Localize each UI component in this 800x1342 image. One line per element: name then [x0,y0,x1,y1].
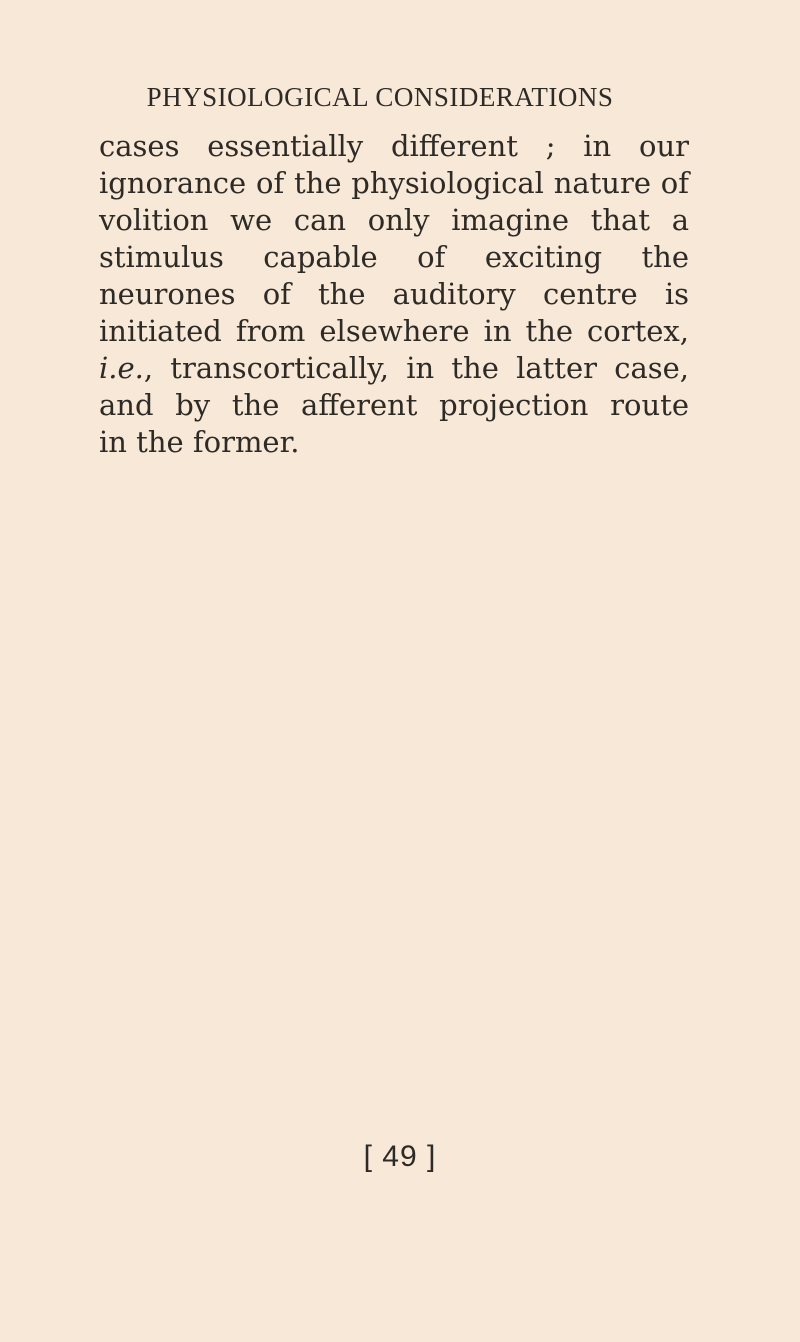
text-line: ignorance of the physiological nature of [99,166,689,200]
text-line: stimulus capable of exciting the [99,240,689,274]
italic-abbreviation: i.e. [99,351,144,385]
text-line: neurones of the auditory centre is [99,277,689,311]
running-head: PHYSIOLOGICAL CONSIDERATIONS [146,82,614,112]
text-line: initiated from elsewhere in the cortex, [99,314,689,348]
text-line: and by the afferent projection route [99,388,689,422]
text-line: in the former. [99,425,300,459]
text-line-continuation: , transcortically, in the latter case, [143,351,689,385]
text-line: volition we can only imagine that a [99,203,689,237]
body-paragraph [99,128,689,461]
page-number: [ 49 ] [363,1140,437,1173]
text-line [99,350,689,387]
text-line: cases essentially different ; in our [99,129,689,163]
